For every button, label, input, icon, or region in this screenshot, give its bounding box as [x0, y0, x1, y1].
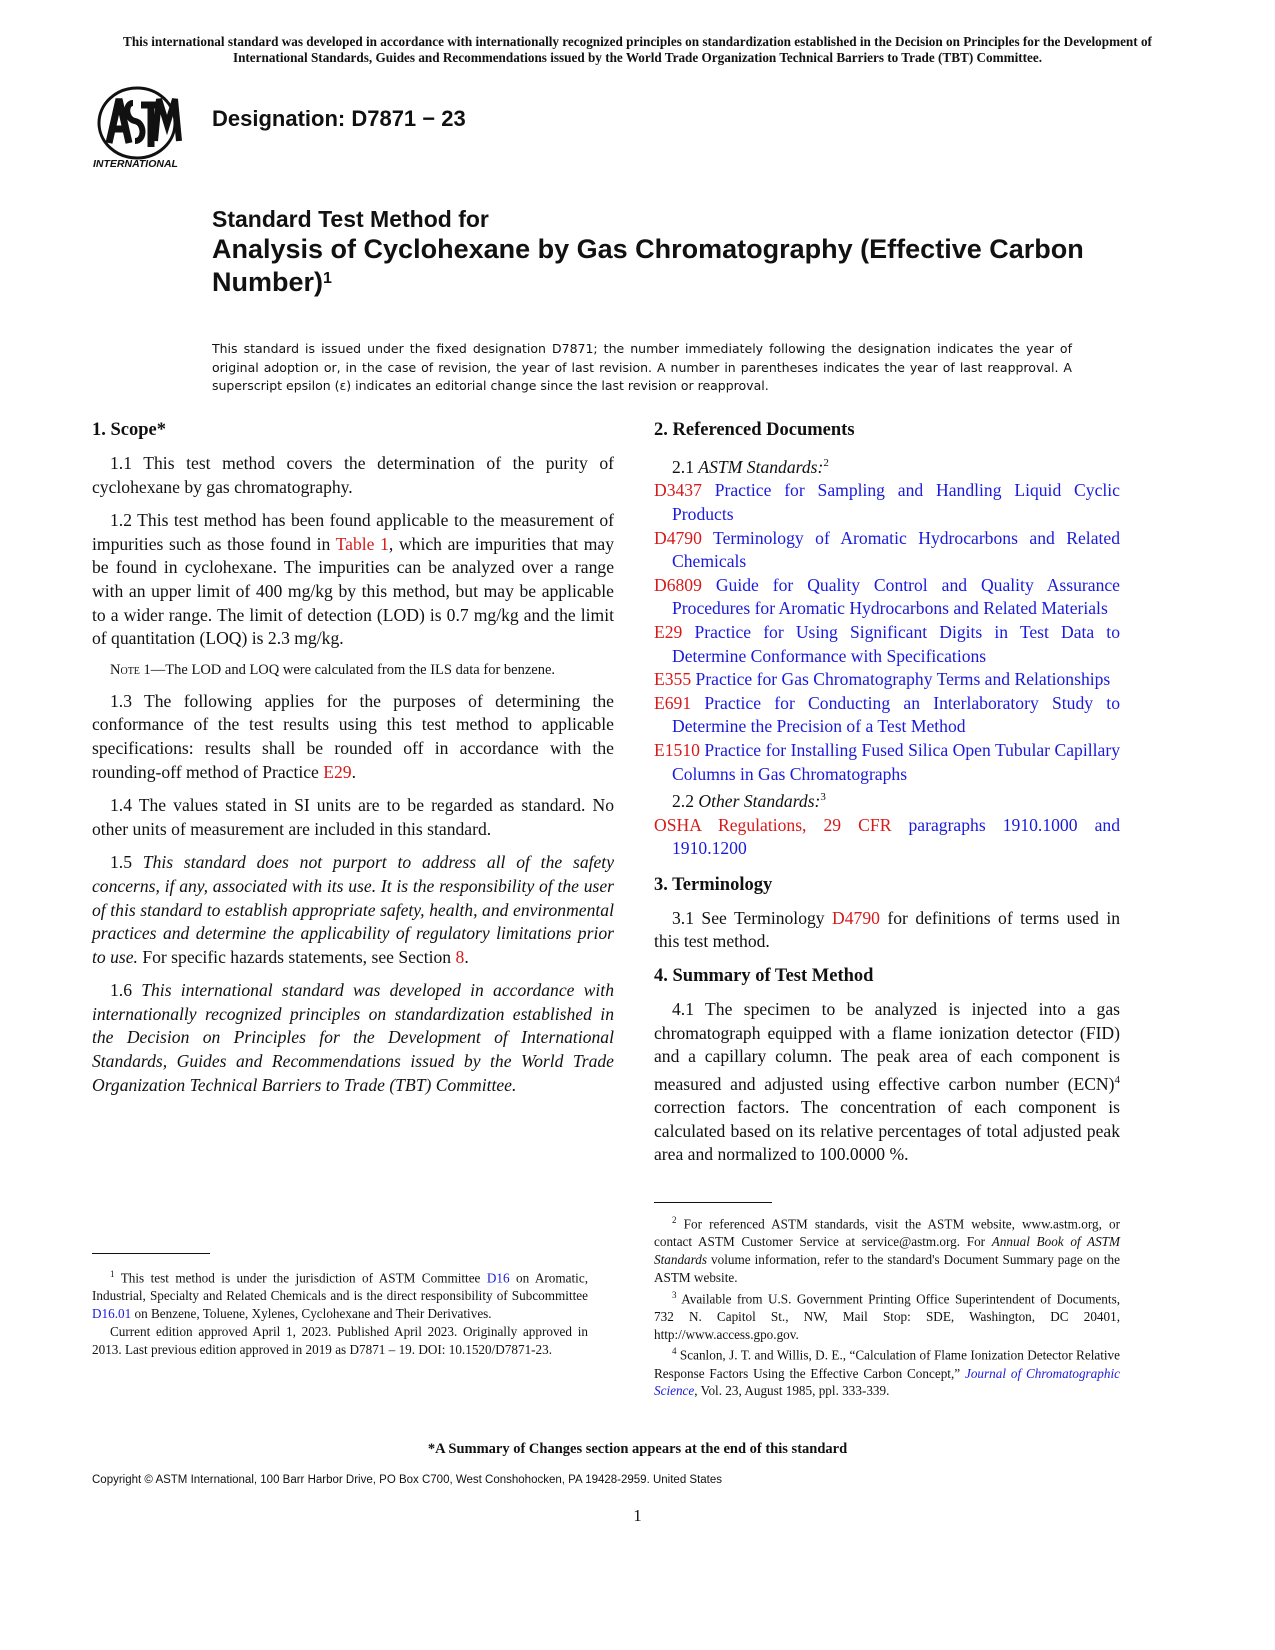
footnote-1: $^1$ This test method is under the jurisdiction of ASTM Committee D16 on Aromatic, Industrial, Specialty and Related Chemicals and is the direct responsibility of Subcommittee D16.01 on Benzene, Toluene, Xylenes, Cyclohexane and Their Derivatives.: [92, 1269, 588, 1321]
scope-1-1: 1.1 This test method covers the determination of the purity of cyclohexane by gas chromatography.: [92, 453, 614, 497]
ref-item[interactable]: D4790 Terminology of Aromatic Hydrocarbons and Related Chemicals: [654, 527, 1120, 572]
title-text: Analysis of Cyclohexane by Gas Chromatography (Effective Carbon Number): [212, 234, 1084, 297]
title-prefix: Standard Test Method for: [212, 206, 489, 232]
footnote-3: $^3$ Available from U.S. Government Printing Office Superintendent of Documents, 732 N. Capitol St., NW, Mail Stop: SDE, Washington, DC 20401, http://www.access.gpo.gov.: [654, 1289, 1120, 1342]
top-notice: This international standard was developed in accordance with internationally recognized principles on standardization established in the Decision on Principles for the Development of International Standards, Guides and Recommendations issued by the World Trade Organization Technical Barriers to Trade (TBT) Committee.: [123, 34, 1152, 65]
right-footnote-rule: [654, 1202, 772, 1203]
issue-note: This standard is issued under the fixed designation D7871; the number immediately following the designation indicates the year of original adoption or, in the case of revision, the year of last revision. A number in parentheses indicates the year of last reapproval. A superscript epsilon (ε) indicates an editorial change since the last revision or reapproval.: [212, 341, 1072, 393]
d16-link[interactable]: D16: [486, 1270, 510, 1286]
summary-4-1: 4.1 The specimen to be analyzed is injected into a gas chromatograph equipped with a flame ionization detector (FID) and a capillary column. The peak area of each component is measured and adjusted using effective carbon number (ECN)$^4$ correction factors. The concentration of each component is calculated based on its relative percentages of total adjusted peak area and normalized to 100.0000 %.: [654, 999, 1120, 1165]
left-footnote-rule: [92, 1253, 210, 1254]
scope-1-5: 1.5 This standard does not purport to address all of the safety concerns, if any, associated with its use. It is the responsibility of the user of this standard to establish appropriate safety, health, and environmental practices and determine the applicability of regulatory limitations prior to use. For specific hazards statements, see Section 8.: [92, 852, 615, 967]
ref-item[interactable]: E355 Practice for Gas Chromatography Terms and Relationships: [654, 669, 1111, 690]
astm-logo: [93, 85, 193, 175]
other-standards-label: 2.2 Other Standards:$^3$: [672, 791, 826, 812]
copyright: Copyright © ASTM International, 100 Barr Harbor Drive, PO Box C700, West Conshohocken, PA 19428-2959. United States: [92, 1474, 723, 1486]
journal-link[interactable]: Journal of Chromatographic Science: [654, 1365, 1120, 1399]
footnote-1-edition: Current edition approved April 1, 2023. Published April 2023. Originally approved in 2013. Last previous edition approved in 2019 as D7871 – 19. DOI: 10.1520/D7871-23.: [92, 1323, 588, 1357]
ref-item-osha[interactable]: OSHA Regulations, 29 CFR paragraphs 1910.1000 and 1910.1200: [654, 814, 1120, 859]
e29-link[interactable]: E29: [323, 761, 352, 782]
title-footnote-mark: 1: [323, 270, 332, 287]
scope-1-6: 1.6 This international standard was developed in accordance with internationally recognized principles on standardization established in the Decision on Principles for the Development of International Standards, Guides and Recommendations issued by the World Trade Organization Technical Barriers to Trade (TBT) Committee.: [92, 980, 614, 1095]
logo-text: INTERNATIONAL: [93, 158, 178, 170]
page-number: 1: [633, 1506, 642, 1525]
ref-item[interactable]: E29 Practice for Using Significant Digits in Test Data to Determine Conformance with Specifications: [654, 622, 1120, 666]
terminology-heading: 3. Terminology: [654, 874, 773, 895]
document-title: [212, 233, 1092, 299]
right-column: [654, 418, 1120, 1177]
ref-item[interactable]: E691 Practice for Conducting an Interlaboratory Study to Determine the Precision of a Test Method: [654, 692, 1120, 737]
summary-heading: 4. Summary of Test Method: [654, 966, 874, 986]
scope-1-3: 1.3 The following applies for the purposes of determining the conformance of the test results using this test method to applicable specifications: results shall be rounded off in accordance with the rounding-off method of Practice E29.: [92, 690, 614, 782]
referenced-heading: 2. Referenced Documents: [654, 420, 855, 440]
scope-1-2: 1.2 This test method has been found applicable to the measurement of impurities such as those found in Table 1, which are impurities that may be found in cyclohexane. The impurities can be analyzed over a range with an upper limit of 400 mg/kg by this method, but may be applicable to a wider range. The limit of detection (LOD) is 0.7 mg/kg and the limit of quantitation (LOQ) is 2.3 mg/kg.: [92, 510, 614, 649]
ref-item[interactable]: E1510 Practice for Installing Fused Silica Open Tubular Capillary Columns in Gas Chromatographs: [654, 739, 1120, 784]
designation: Designation: D7871 − 23: [212, 106, 466, 131]
scope-1-4: 1.4 The values stated in SI units are to be regarded as standard. No other units of measurement are included in this standard.: [92, 795, 614, 839]
left-column: [92, 418, 614, 1107]
section-8-link[interactable]: 8: [455, 946, 465, 967]
d4790-link[interactable]: D4790: [832, 907, 880, 928]
terminology-3-1: 3.1 See Terminology D4790 for definitions of terms used in this test method.: [654, 907, 1121, 952]
footnote-2: $^2$ For referenced ASTM standards, visit the ASTM website, www.astm.org, or contact ASTM Customer Service at service@astm.org. For Annual Book of ASTM Standards volume information, refer to the standard's Document Summary page on the ASTM website.: [654, 1215, 1120, 1285]
ref-item[interactable]: D3437 Practice for Sampling and Handling Liquid Cyclic Products: [654, 480, 1120, 525]
d16-01-link[interactable]: D16.01: [92, 1305, 132, 1321]
astm-standards-label: 2.1 ASTM Standards:$^2$: [672, 456, 829, 477]
table-1-link[interactable]: Table 1: [335, 533, 389, 554]
left-footnotes: [92, 1266, 588, 1358]
summary-of-changes-notice: *A Summary of Changes section appears at the end of this standard: [427, 1441, 848, 1457]
astm-logo-icon: [93, 85, 193, 175]
note-1: Note 1—The LOD and LOQ were calculated from the ILS data for benzene.: [110, 661, 556, 678]
scope-heading: 1. Scope*: [92, 420, 166, 440]
ref-item[interactable]: D6809 Guide for Quality Control and Quality Assurance Procedures for Aromatic Hydrocarbons and Related Materials: [654, 574, 1120, 619]
note-label: Note 1: [110, 661, 151, 678]
right-footnotes: [654, 1212, 1120, 1400]
footnote-4: $^4$ Scanlon, J. T. and Willis, D. E., “Calculation of Flame Ionization Detector Relative Response Factors Using the Effective Carbon Concept,” Journal of Chromatographic Science, Vol. 23, August 1985, ppl. 333-339.: [654, 1346, 1120, 1399]
title-block: [212, 205, 1092, 299]
